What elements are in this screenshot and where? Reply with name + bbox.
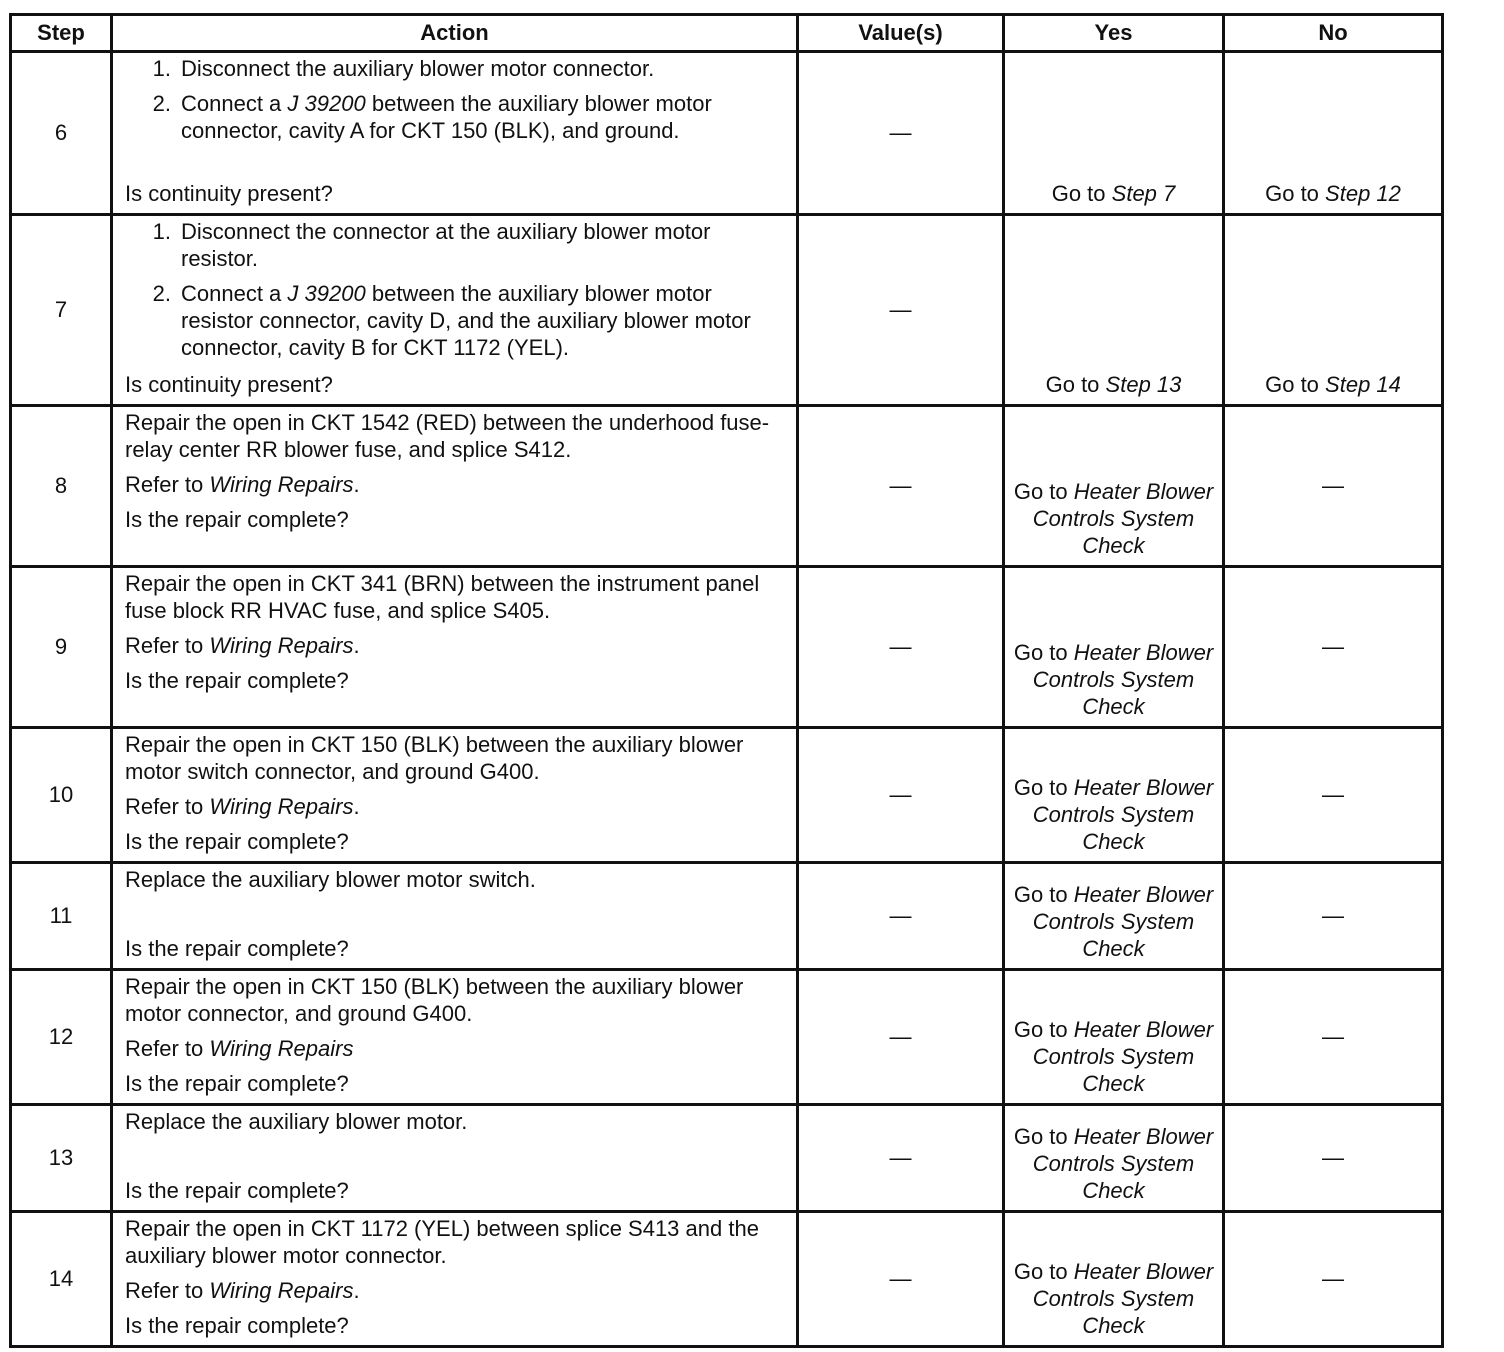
- no-cell: —: [1224, 1105, 1443, 1212]
- action-list: [125, 218, 788, 369]
- step-number: 8: [11, 406, 112, 567]
- table-row: [11, 863, 1443, 970]
- yes-link[interactable]: Heater Blower Controls System Check: [1032, 640, 1214, 719]
- refer-text: Refer to Wiring Repairs.: [125, 472, 360, 497]
- header-yes: Yes: [1004, 15, 1224, 52]
- value-cell: —: [798, 1105, 1004, 1212]
- table-row: [11, 728, 1443, 863]
- no-link[interactable]: Step 14: [1325, 372, 1401, 397]
- question-text: Is the repair complete?: [125, 936, 349, 961]
- step-number: 10: [11, 728, 112, 863]
- no-cell: Go to Step 12: [1224, 52, 1443, 215]
- step-number: 12: [11, 970, 112, 1105]
- list-item: 2. Connect a J 39200 between the auxiliary blower motor resistor connector, cavity D, and the auxiliary blower motor connector, cavity B for CKT 1172 (YEL).: [152, 281, 751, 360]
- action-cell: [112, 1212, 798, 1347]
- action-text: Replace the auxiliary blower motor switch.: [125, 867, 536, 892]
- yes-link[interactable]: Heater Blower Controls System Check: [1032, 1259, 1214, 1338]
- question-text: Is the repair complete?: [125, 1071, 349, 1096]
- table-row: [11, 1105, 1443, 1212]
- action-text: Repair the open in CKT 150 (BLK) between the auxiliary blower motor switch connector, and ground G400.: [125, 732, 744, 784]
- question-text: Is continuity present?: [125, 372, 333, 397]
- no-cell: —: [1224, 1212, 1443, 1347]
- question-text: Is the repair complete?: [125, 1178, 349, 1203]
- value-cell: —: [798, 970, 1004, 1105]
- yes-link[interactable]: Heater Blower Controls System Check: [1032, 882, 1214, 961]
- no-cell: —: [1224, 406, 1443, 567]
- action-cell: [112, 863, 798, 970]
- step-number: 14: [11, 1212, 112, 1347]
- question-text: Is the repair complete?: [125, 668, 349, 693]
- value-cell: —: [798, 728, 1004, 863]
- action-cell: [112, 1105, 798, 1212]
- header-no: No: [1224, 15, 1443, 52]
- tool-reference: J 39200: [287, 91, 366, 116]
- step-number: 11: [11, 863, 112, 970]
- value-cell: —: [798, 215, 1004, 406]
- diagnostic-table-container: [9, 13, 1441, 1337]
- yes-cell: Go to Heater Blower Controls System Check: [1004, 1212, 1224, 1347]
- diagnostic-table: [9, 13, 1444, 1348]
- yes-cell: Go to Step 7: [1004, 52, 1224, 215]
- table-row: [11, 52, 1443, 215]
- value-cell: —: [798, 1212, 1004, 1347]
- step-number: 9: [11, 567, 112, 728]
- list-item: 2. Connect a J 39200 between the auxiliary blower motor connector, cavity A for CKT 150 (BLK), and ground.: [152, 91, 712, 143]
- no-link[interactable]: Step 12: [1325, 181, 1401, 206]
- action-text: Replace the auxiliary blower motor.: [125, 1109, 468, 1134]
- yes-link[interactable]: Heater Blower Controls System Check: [1032, 1124, 1214, 1203]
- value-cell: —: [798, 406, 1004, 567]
- list-item: 1. Disconnect the connector at the auxiliary blower motor resistor.: [152, 219, 711, 271]
- value-cell: —: [798, 52, 1004, 215]
- no-cell: Go to Step 14: [1224, 215, 1443, 406]
- list-item: 1. Disconnect the auxiliary blower motor connector.: [152, 56, 655, 81]
- table-row: [11, 1212, 1443, 1347]
- tool-reference: J 39200: [287, 281, 366, 306]
- value-cell: —: [798, 863, 1004, 970]
- action-cell: [112, 567, 798, 728]
- table-row: [11, 215, 1443, 406]
- no-cell: —: [1224, 863, 1443, 970]
- action-list: [125, 55, 788, 152]
- yes-cell: Go to Heater Blower Controls System Check: [1004, 406, 1224, 567]
- yes-cell: Go to Heater Blower Controls System Check: [1004, 1105, 1224, 1212]
- yes-link[interactable]: Heater Blower Controls System Check: [1032, 1017, 1214, 1096]
- header-values: Value(s): [798, 15, 1004, 52]
- yes-link[interactable]: Step 7: [1111, 181, 1176, 206]
- action-cell: [112, 406, 798, 567]
- yes-cell: Go to Heater Blower Controls System Check: [1004, 567, 1224, 728]
- refer-text: Refer to Wiring Repairs: [125, 1036, 354, 1061]
- yes-link[interactable]: Heater Blower Controls System Check: [1032, 775, 1214, 854]
- yes-link[interactable]: Heater Blower Controls System Check: [1032, 479, 1214, 558]
- question-text: Is continuity present?: [125, 181, 333, 206]
- no-cell: —: [1224, 567, 1443, 728]
- yes-cell: Go to Step 13: [1004, 215, 1224, 406]
- action-cell: [112, 970, 798, 1105]
- no-cell: —: [1224, 970, 1443, 1105]
- refer-text: Refer to Wiring Repairs.: [125, 633, 360, 658]
- question-text: Is the repair complete?: [125, 1313, 349, 1338]
- question-text: Is the repair complete?: [125, 829, 349, 854]
- action-text: Repair the open in CKT 1542 (RED) between the underhood fuse-relay center RR blower fuse, and splice S412.: [125, 410, 770, 462]
- no-cell: —: [1224, 728, 1443, 863]
- header-action: Action: [112, 15, 798, 52]
- action-text: Repair the open in CKT 1172 (YEL) between splice S413 and the auxiliary blower motor connector.: [125, 1216, 759, 1268]
- wiring-repairs-link[interactable]: Wiring Repairs: [209, 794, 354, 819]
- action-cell: [112, 728, 798, 863]
- action-text: Repair the open in CKT 150 (BLK) between the auxiliary blower motor connector, and ground G400.: [125, 974, 744, 1026]
- table-row: [11, 406, 1443, 567]
- yes-link[interactable]: Step 13: [1105, 372, 1182, 397]
- table-row: [11, 567, 1443, 728]
- refer-text: Refer to Wiring Repairs.: [125, 1278, 360, 1303]
- wiring-repairs-link[interactable]: Wiring Repairs: [209, 633, 354, 658]
- action-cell: [112, 215, 798, 406]
- header-step: Step: [11, 15, 112, 52]
- value-cell: —: [798, 567, 1004, 728]
- step-number: 13: [11, 1105, 112, 1212]
- yes-cell: Go to Heater Blower Controls System Check: [1004, 970, 1224, 1105]
- wiring-repairs-link[interactable]: Wiring Repairs: [209, 472, 354, 497]
- step-number: 7: [11, 215, 112, 406]
- step-number: 6: [11, 52, 112, 215]
- question-text: Is the repair complete?: [125, 507, 349, 532]
- yes-cell: Go to Heater Blower Controls System Check: [1004, 863, 1224, 970]
- action-text: Repair the open in CKT 341 (BRN) between the instrument panel fuse block RR HVAC fuse, and splice S405.: [125, 571, 760, 623]
- wiring-repairs-link[interactable]: Wiring Repairs: [209, 1036, 354, 1061]
- wiring-repairs-link[interactable]: Wiring Repairs: [209, 1278, 354, 1303]
- action-cell: [112, 52, 798, 215]
- table-header-row: [11, 15, 1443, 52]
- yes-cell: Go to Heater Blower Controls System Check: [1004, 728, 1224, 863]
- refer-text: Refer to Wiring Repairs.: [125, 794, 360, 819]
- table-row: [11, 970, 1443, 1105]
